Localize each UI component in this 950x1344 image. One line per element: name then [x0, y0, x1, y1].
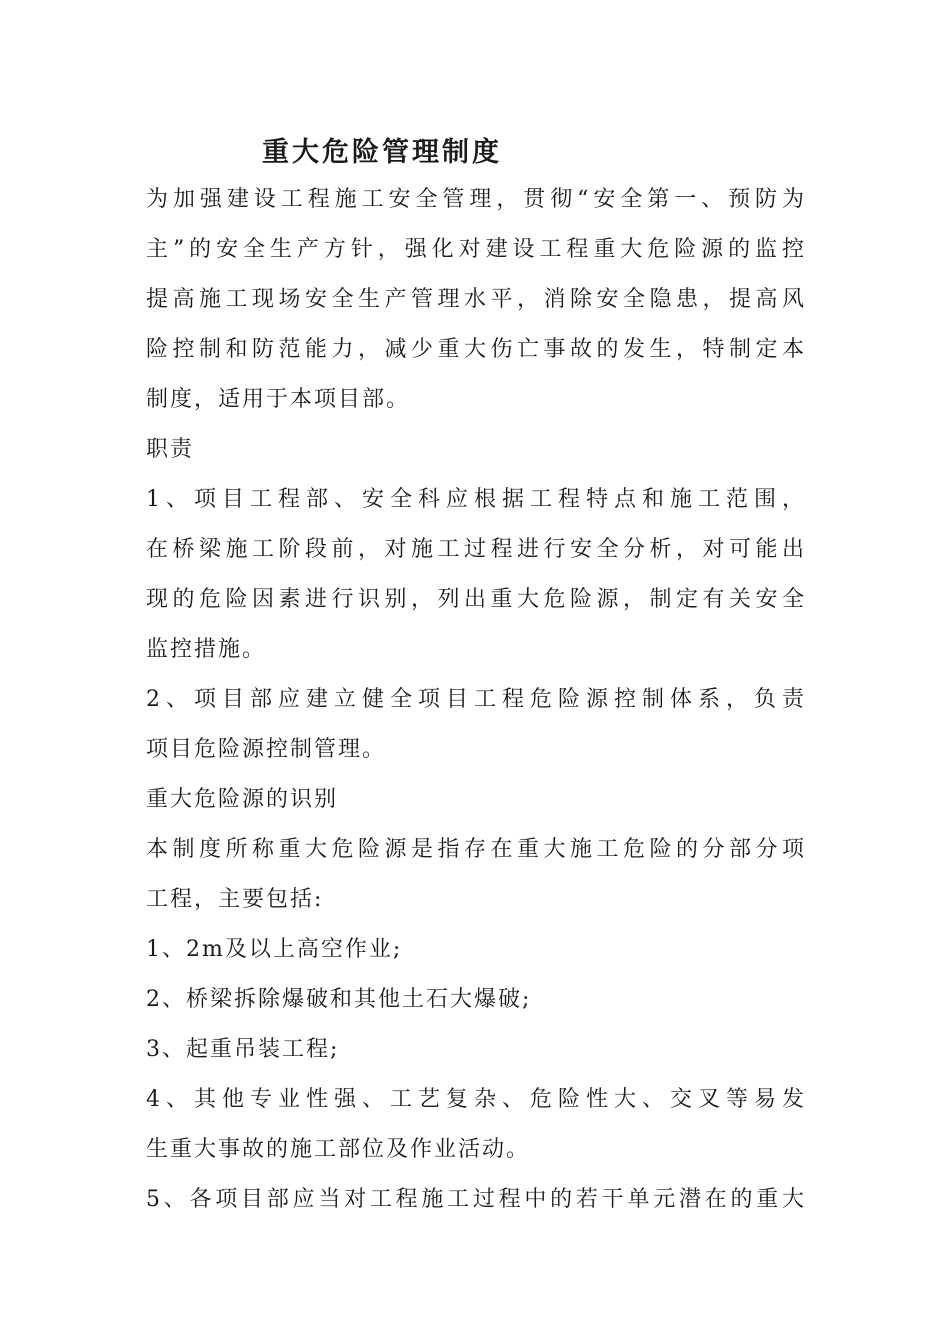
- paragraph-line: 本制度所称重大危险源是指存在重大施工危险的分部分项: [146, 837, 806, 862]
- section-heading: 职责: [146, 437, 195, 462]
- list-item: 3、起重吊装工程;: [146, 1037, 340, 1062]
- list-item: 1、2m及以上高空作业;: [146, 937, 403, 962]
- paragraph-line: 监控措施。: [146, 637, 267, 662]
- paragraph-line: 1、项目工程部、安全科应根据工程特点和施工范围，: [146, 487, 806, 512]
- paragraph-line: 工程，主要包括:: [146, 887, 324, 912]
- paragraph-line: 为加强建设工程施工安全管理，贯彻“安全第一、预防为: [146, 187, 806, 212]
- paragraph-line: 主”的安全生产方针，强化对建设工程重大危险源的监控: [146, 237, 806, 262]
- paragraph-line: 生重大事故的施工部位及作业活动。: [146, 1137, 531, 1162]
- paragraph-line: 项目危险源控制管理。: [146, 737, 387, 762]
- list-item: 2、桥梁拆除爆破和其他土石大爆破;: [146, 987, 532, 1012]
- paragraph-line: 险控制和防范能力，减少重大伤亡事故的发生，特制定本: [146, 337, 806, 362]
- paragraph-line: 现的危险因素进行识别，列出重大危险源，制定有关安全: [146, 587, 806, 612]
- document-title: 重大危险管理制度: [262, 137, 502, 168]
- paragraph-line: 在桥梁施工阶段前，对施工过程进行安全分析，对可能出: [146, 537, 806, 562]
- section-heading: 重大危险源的识别: [146, 787, 339, 812]
- list-item: 4、其他专业性强、工艺复杂、危险性大、交叉等易发: [146, 1087, 806, 1112]
- paragraph-line: 制度，适用于本项目部。: [146, 387, 411, 412]
- list-item: 5、各项目部应当对工程施工过程中的若干单元潜在的重大: [146, 1187, 806, 1212]
- paragraph-line: 提高施工现场安全生产管理水平，消除安全隐患，提高风: [146, 287, 806, 312]
- paragraph-line: 2、项目部应建立健全项目工程危险源控制体系，负责: [146, 687, 806, 712]
